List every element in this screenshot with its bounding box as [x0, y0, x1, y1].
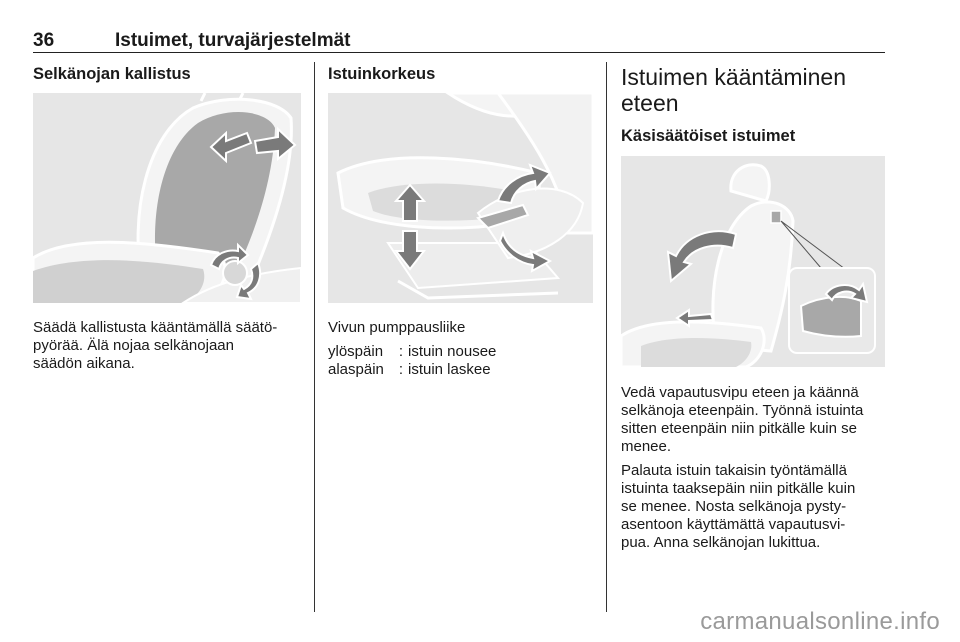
- section-seat-fold-forward: [621, 64, 887, 552]
- seat-height-illustration: [328, 93, 593, 303]
- seat-fold-illustration: [621, 156, 885, 367]
- seat-height-table: [328, 343, 496, 379]
- section-backrest-tilt: [33, 64, 301, 373]
- section-heading: Istuimen kääntäminen eteen: [621, 64, 847, 116]
- column-divider-2: [606, 62, 607, 612]
- backrest-tilt-illustration: [33, 93, 301, 303]
- section-seat-height: [328, 64, 593, 379]
- table-row: ylöspäin : istuin nousee: [328, 343, 497, 360]
- section-heading: Selkänojan kallistus: [33, 65, 191, 83]
- seat-height-intro: Vivun pumppausliike: [328, 319, 466, 336]
- fold-forward-text: Vedä vapautusvipu eteen ja käännä selkänoja eteenpäin. Työnnä istuinta sitten eteenpäin niin pitkälle kuin se menee.: [621, 384, 864, 455]
- column-divider-1: [314, 62, 315, 612]
- table-row: alaspäin : istuin laskee: [328, 361, 491, 378]
- page-header: [33, 30, 885, 53]
- page-number: 36: [33, 30, 55, 51]
- running-title: Istuimet, turvajärjestelmät: [115, 30, 351, 51]
- backrest-tilt-text: Säädä kallistusta kääntämällä säätö- pyörää. Älä nojaa selkänojaan säädön aikana.: [33, 319, 278, 372]
- section-heading: Istuinkorkeus: [328, 65, 436, 83]
- subsection-heading: Käsisäätöiset istuimet: [621, 127, 796, 145]
- watermark: carmanualsonline.info: [700, 608, 940, 635]
- return-seat-text: Palauta istuin takaisin työntämällä istuinta taaksepäin niin pitkälle kuin se menee. Nosta selkänoja pysty- asentoon käyttämättä vapautusvi- pua. Anna selkänojan lukittua.: [621, 462, 856, 551]
